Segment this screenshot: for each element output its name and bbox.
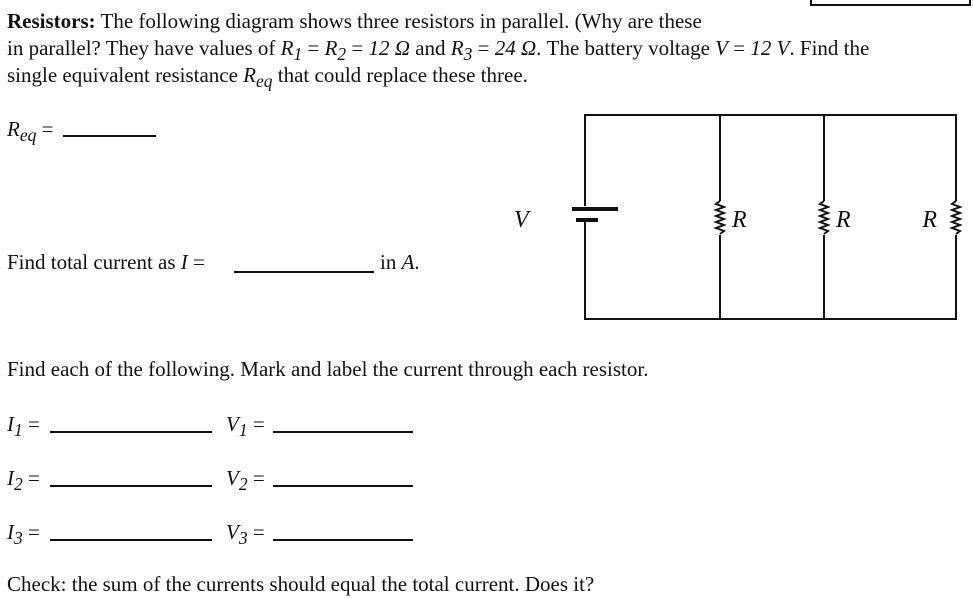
i3-subscript: 3 — [14, 528, 23, 549]
i3-equals: = — [22, 520, 40, 544]
intro-text-3b: that could replace these three. — [272, 63, 528, 87]
i3-label — [7, 519, 40, 552]
resistor-2 — [818, 201, 830, 235]
i3-answer-blank[interactable] — [50, 539, 212, 541]
v2-equals: = — [247, 466, 265, 490]
v2-answer-blank[interactable] — [273, 485, 413, 487]
unit-symbol: A — [401, 250, 415, 274]
i2-subscript: 2 — [14, 474, 23, 495]
i1-label — [7, 411, 40, 444]
v3-subscript: 3 — [238, 528, 248, 549]
intro-text-3a: single equivalent resistance — [7, 63, 244, 87]
r2-symbol: R — [324, 36, 338, 60]
resistor-3 — [950, 201, 962, 235]
intro-line-1 — [7, 8, 702, 35]
resistor-1-label: R — [732, 207, 747, 233]
req-answer-blank[interactable] — [63, 135, 156, 137]
v3-answer-blank[interactable] — [273, 539, 413, 541]
v1-answer-blank[interactable] — [273, 431, 413, 433]
i1-symbol: I — [7, 412, 14, 436]
req-prompt-symbol: R — [7, 117, 20, 141]
resistor-2-label: R — [836, 207, 851, 233]
i2-symbol: I — [7, 466, 14, 490]
battery-label: V — [514, 207, 529, 233]
r12-value: 12 Ω — [368, 36, 410, 60]
v-value: 12 V — [750, 36, 790, 60]
r3-value: 24 Ω — [494, 36, 537, 60]
intro-heading: Resistors: — [7, 9, 96, 33]
v3-equals: = — [247, 520, 265, 544]
v2-subscript: 2 — [238, 474, 248, 495]
r1-symbol: R — [280, 36, 294, 60]
i3-symbol: I — [7, 520, 14, 544]
equals-4: = — [727, 36, 751, 60]
r1-subscript: 1 — [293, 44, 303, 65]
answer-box — [810, 0, 971, 6]
equals-3: = — [472, 36, 495, 60]
v2-label — [226, 465, 265, 498]
v1-label — [226, 411, 265, 444]
r3-symbol: R — [450, 36, 464, 60]
unit-prefix: in — [380, 250, 402, 274]
circuit-wires — [585, 115, 956, 319]
equals-1: = — [302, 36, 325, 60]
resistor-3-label: R — [922, 207, 937, 233]
i1-subscript: 1 — [14, 420, 23, 441]
i2-label — [7, 465, 40, 498]
find-each-instruction: Find each of the following. Mark and label the current through each resistor. — [7, 357, 649, 381]
and-word: and — [409, 36, 451, 60]
intro-line-3 — [7, 62, 528, 95]
current-equals: = — [187, 250, 205, 274]
intro-text-2b: . The battery voltage — [536, 36, 716, 60]
parallel-circuit-diagram — [500, 105, 973, 330]
req-prompt — [7, 116, 53, 149]
circuit-frame — [585, 115, 956, 319]
current-prompt-text: Find total current as — [7, 250, 181, 274]
i1-equals: = — [22, 412, 40, 436]
i2-answer-blank[interactable] — [50, 485, 212, 487]
v1-symbol: V — [226, 412, 239, 436]
v1-subscript: 1 — [238, 420, 248, 441]
v2-symbol: V — [226, 466, 239, 490]
equals-2: = — [346, 36, 369, 60]
req-prompt-subscript: eq — [19, 125, 37, 146]
current-symbol: I — [180, 250, 188, 274]
v3-symbol: V — [226, 520, 239, 544]
unit-suffix: . — [414, 250, 420, 274]
i1-answer-blank[interactable] — [50, 431, 212, 433]
current-unit — [380, 249, 420, 276]
v3-label — [226, 519, 265, 552]
intro-text-2a: in parallel? They have values of — [7, 36, 281, 60]
intro-text-2c: . Find the — [789, 36, 870, 60]
check-text: Check: the sum of the currents should equal the total current. Does it? — [7, 572, 595, 596]
current-answer-blank[interactable] — [234, 271, 374, 273]
v1-equals: = — [247, 412, 265, 436]
intro-text-1: The following diagram shows three resistors in parallel. (Why are these — [100, 9, 702, 33]
v-symbol: V — [715, 36, 728, 60]
req-prompt-equals: = — [36, 117, 54, 141]
i2-equals: = — [22, 466, 40, 490]
req-symbol: R — [243, 63, 256, 87]
r3-subscript: 3 — [463, 44, 473, 65]
current-prompt — [7, 249, 205, 276]
r2-subscript: 2 — [337, 44, 347, 65]
resistor-1 — [714, 201, 726, 235]
req-subscript: eq — [256, 71, 273, 92]
